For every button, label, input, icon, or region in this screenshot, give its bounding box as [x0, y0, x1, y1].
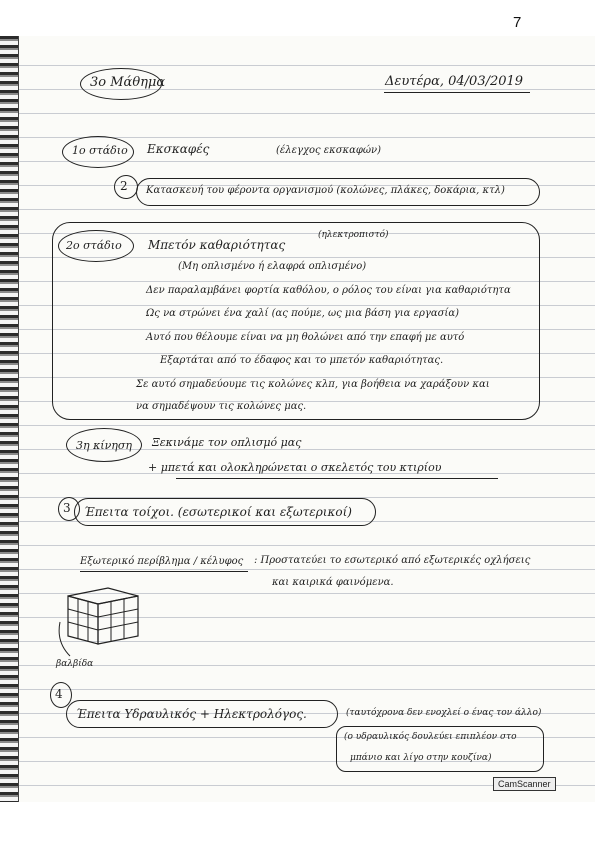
stage2-line-7: να σημαδέψουν τις κολώνες μας. — [136, 401, 307, 412]
item2-text: Κατασκευή του φέροντα οργανισμού (κολώνες, πλάκες, δοκάρια, κτλ) — [146, 185, 505, 196]
item4-marker: 4 — [55, 687, 63, 701]
lesson3-underline — [176, 478, 498, 479]
item3-marker: 3 — [63, 501, 71, 515]
exterior-label: Εξωτερικό περίβλημα / κέλυφος — [80, 556, 244, 567]
stage2-note: (ηλεκτροπιστό) — [318, 230, 389, 240]
stage2-line-3: Ως να στρώνει ένα χαλί (ας πούμε, ως μια βάση για εργασία) — [146, 308, 459, 319]
scanner-stamp: CamScanner — [493, 777, 556, 791]
lecture-date: Δευτέρα, 04/03/2019 — [385, 74, 524, 89]
stage1-note: (έλεγχος εκσκαφών) — [276, 145, 382, 156]
exterior-underline — [80, 571, 248, 572]
stage2-title: Μπετόν καθαριότητας — [148, 238, 286, 252]
item2-marker: 2 — [120, 179, 128, 193]
stage2-label: 2ο στάδιο — [66, 239, 122, 252]
item4-note-2: (ο υδραυλικός δουλεύει επιπλέον στο — [344, 732, 517, 742]
stage1-label: 1ο στάδιο — [72, 144, 128, 157]
date-underline — [384, 92, 530, 93]
exterior-text-1: : Προστατεύει το εσωτερικό από εξωτερικές οχλήσεις — [254, 555, 531, 566]
item4-text: Έπειτα Υδραυλικός + Ηλεκτρολόγος. — [76, 707, 307, 721]
stage2-line-2: Δεν παραλαμβάνει φορτία καθόλου, ο ρόλος του είναι για καθαριότητα — [146, 285, 511, 296]
lesson3-line-2: + μπετά και ολοκληρώνεται ο σκελετός του κτιρίου — [148, 461, 442, 474]
page-number: 7 — [513, 14, 522, 31]
item4-note-3: μπάνιο και λίγο στην κουζίνα) — [350, 753, 492, 763]
lecture-title: 3ο Μάθημα — [90, 75, 166, 90]
lesson3-line-1: Ξεκινάμε τον οπλισμό μας — [152, 436, 302, 449]
stage1-title: Εκσκαφές — [147, 142, 210, 156]
stage2-line-1: (Μη οπλισμένο ή ελαφρά οπλισμένο) — [178, 261, 367, 272]
lesson3-label: 3η κίνηση — [76, 439, 132, 452]
stage2-line-6: Σε αυτό σημαδεύουμε τις κολώνες κλπ, για βοήθεια να χαράξουν και — [136, 379, 490, 390]
spiral-binding — [0, 36, 19, 802]
item4-note-1: (ταυτόχρονα δεν ενοχλεί ο ένας τον άλλο) — [346, 708, 542, 718]
stage2-line-5: Εξαρτάται από το έδαφος και το μπετόν καθαριότητας. — [160, 355, 444, 366]
sketch-label: βαλβίδα — [56, 659, 94, 669]
wall-section-sketch — [58, 582, 148, 662]
stage2-line-4: Αυτό που θέλουμε είναι να μη θολώνει από την επαφή με αυτό — [146, 332, 465, 343]
item3-text: Έπειτα τοίχοι. (εσωτερικοί και εξωτερικοί) — [84, 505, 352, 519]
exterior-text-2: και καιρικά φαινόμενα. — [272, 577, 394, 588]
